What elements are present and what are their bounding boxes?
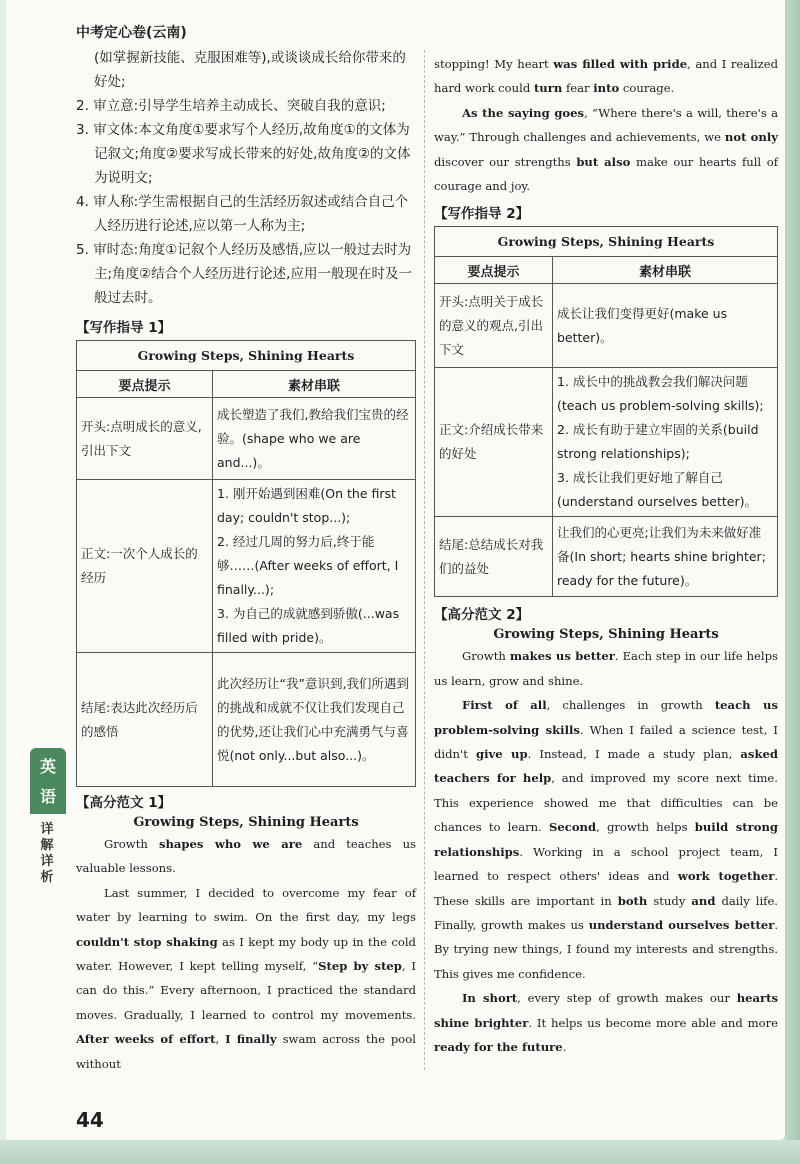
table-key-cell: 正文:一次个人成长的经历 [77,480,213,653]
vertical-char: 解 [40,838,54,853]
page-edge-band [786,0,800,1164]
value-line: 3. 为自己的成就感到骄傲(...was filled with pride)。 [217,606,400,645]
table-col-header: 素材串联 [213,371,416,398]
vertical-char: 详 [40,822,54,837]
table-key-cell: 正文:介绍成长带来的好处 [435,368,553,517]
analysis-continuation: (如掌握新技能、克服困难等),或谈谈成长给你带来的好处; [94,50,406,90]
vertical-char: 析 [40,870,54,885]
model-essay-1 [76,815,416,1076]
vertical-char: 详 [40,854,54,869]
table-value-cell [213,480,416,653]
model-essay-1-continued [434,52,778,198]
value-line: 2. 成长有助于建立牢固的关系(build strong relationships); [557,422,759,462]
table-col-header: 要点提示 [77,371,213,398]
table-value-cell: 此次经历让“我”意识到,我们所遇到的挑战和成就不仅让我们发现自己的优势,还让我们心中充满勇气与喜悦(not only...but also...)。 [213,653,416,787]
essay-title: Growing Steps, Shining Hearts [493,627,719,643]
essay-paragraph: In short, every step of growth makes our hearts shine brighter. It helps us become more able and more ready for the future. [434,991,778,1054]
essay-paragraph: stopping! My heart was filled with pride, and I realized hard work could turn fear into courage. [434,57,778,96]
table-key-cell: 开头:点明关于成长的意义的观点,引出下文 [435,284,553,368]
table-key-cell: 开头:点明成长的意义,引出下文 [77,398,213,480]
value-line: 1. 刚开始遇到困难(On the first day; couldn't stop...); [217,486,396,525]
left-column [76,46,416,1076]
value-line: 3. 成长让我们更好地了解自己(understand ourselves better)。 [557,470,757,510]
table-key-cell: 结尾:表达此次经历后的感悟 [77,653,213,787]
table-title: Growing Steps, Shining Hearts [435,227,778,257]
analysis-item: 2. 审立意:引导学生培养主动成长、突破自我的意识; [76,98,386,114]
model-essay-2-label: 【高分范文 2】 [434,607,530,624]
page-left-strip [0,0,6,1140]
subject-tab-char: 语 [39,787,56,806]
table-col-header: 要点提示 [435,257,553,284]
analysis-item: 5. 审时态:角度①记叙个人经历及感悟,应以一般过去时为主;角度②结合个人经历进行论述,应用一般现在时及一般过去时。 [76,242,412,306]
page-number: 44 [76,1108,104,1132]
table-value-cell: 成长让我们变得更好(make us better)。 [553,284,778,368]
writing-guide-2-label: 【写作指导 2】 [434,206,530,223]
subject-tab [30,748,66,814]
table-title: Growing Steps, Shining Hearts [77,341,416,371]
analysis-item: 3. 审文体:本文角度①要求写个人经历,故角度①的文体为记叙文;角度②要求写成长带来的好处,故角度②的文体为说明文; [76,122,411,186]
value-line: 2. 经过几周的努力后,终于能够……(After weeks of effort, I finally...); [217,534,399,597]
essay-paragraph: First of all, challenges in growth teach us problem-solving skills. When I failed a science test, I didn't give up. Instead, I made a study plan, asked teachers for help, and improved my score next time. This experience showed me that difficulties can be chances to learn. Second, growth helps build strong relationships. Working in a school project team, I learned to respect others' ideas and work together. These skills are important in both study and daily life. Finally, growth makes us understand ourselves better. By trying new things, I found my interests and strengths. This gives me confidence. [434,698,778,981]
page-bottom-band [0,1140,800,1164]
right-column [434,52,778,1059]
table-value-cell [553,368,778,517]
section-vertical-label [37,822,57,886]
essay-title: Growing Steps, Shining Hearts [133,815,359,830]
table-value-cell: 让我们的心更亮;让我们为未来做好准备(In short; hearts shine brighter; ready for the future)。 [553,517,778,597]
model-essay-2 [434,627,778,1059]
model-essay-1-label: 【高分范文 1】 [76,795,172,811]
table-col-header: 素材串联 [553,257,778,284]
essay-paragraph: As the saying goes, “Where there's a will, there's a way.” Through challenges and achievements, we not only discover our strengths but also make our hearts full of courage and joy. [434,105,779,194]
essay-paragraph: Growth makes us better. Each step in our life helps us learn, grow and shine. [434,649,778,688]
table-key-cell: 结尾:总结成长对我们的益处 [435,517,553,597]
essay-paragraph: Last summer, I decided to overcome my fear of water by learning to swim. On the first day, my legs couldn't stop shaking as I kept my body up in the cold water. However, I kept telling myself, “Step by step, I can do this.” Every afternoon, I practiced the standard moves. Gradually, I learned to control my movements. After weeks of effort, I finally swam across the pool without [76,885,417,1071]
writing-guide-2-table [434,226,778,597]
writing-guide-1-table [76,340,416,787]
subject-tab-char: 英 [39,757,56,776]
column-divider [424,50,425,1070]
analysis-item: 4. 审人称:学生需根据自己的生活经历叙述或结合自己个人经历进行论述,应以第一人称为主; [76,194,409,234]
table-value-cell: 成长塑造了我们,教给我们宝贵的经验。(shape who we are and...)。 [213,398,416,480]
writing-guide-1-label: 【写作指导 1】 [76,320,172,336]
essay-paragraph: Growth shapes who we are and teaches us valuable lessons. [76,837,416,876]
running-header: 中考定心卷(云南) [76,25,187,41]
value-line: 1. 成长中的挑战教会我们解决问题(teach us problem-solving skills); [557,374,764,414]
